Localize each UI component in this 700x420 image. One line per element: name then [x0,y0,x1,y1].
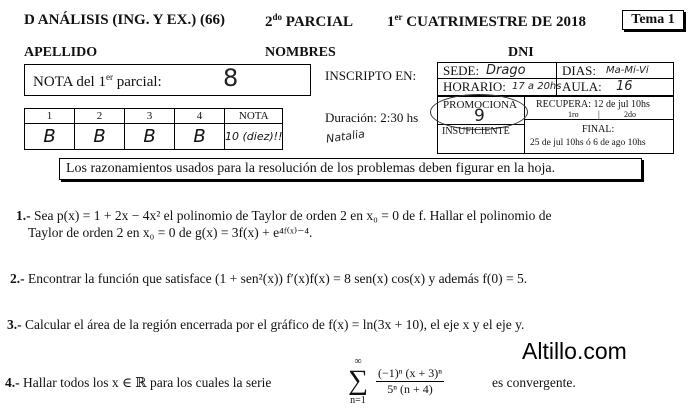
resultado-box [437,96,674,154]
question-4-number: 4.- [5,375,20,390]
sede-value: Drago [486,63,526,78]
question-1-line-1: Sea p(x) = 1 + 2x − 4x² el polinomio de Taylor de orden 2 en x₀ = 0 de f. Hallar el polinomio de [34,208,552,223]
watermark: Altillo.com [522,338,627,364]
question-1 [16,207,696,241]
inscripto-label: INSCRIPTO EN: [325,68,417,83]
recupera-separator: | [598,109,600,119]
question-1-number: 1.- [16,208,31,223]
exam-word: PARCIAL [285,14,353,30]
grade-header-4: 4 [175,109,225,124]
term-number-suffix: er [394,12,403,22]
nota-label-sup: er [105,72,113,82]
question-2 [10,270,696,287]
grades-header-row [25,109,283,124]
term-title [387,12,586,31]
question-3 [7,316,697,333]
grade-value-nota: 10 (diez)!! [225,124,283,150]
question-2-number: 2.- [10,271,25,286]
promociona-label: PROMOCIONA [443,99,517,111]
series-term-fraction [376,366,444,397]
aula-label: AULA: [562,79,602,94]
series-sum [346,357,370,407]
exam-number-suffix: do [272,12,283,22]
resultado-divider-right [524,119,673,120]
recupera-1: 1ro [568,110,579,119]
grade-header-2: 2 [75,109,125,124]
tema-box: Tema 1 [622,10,684,30]
sede-label: SEDE: [443,63,480,78]
nota-label-post: parcial: [112,74,162,90]
grade-header-3: 3 [125,109,175,124]
duracion-label: Duración: 2:30 hs [325,110,419,125]
question-4-post: es convergente. [492,375,576,390]
nota-label-pre: NOTA del 1 [33,74,106,90]
nota-primer-parcial-value: 8 [223,64,239,92]
nota-primer-parcial-box [24,64,311,96]
insuficiente-label: INSUFICIENTE [442,126,510,137]
exam-number: 2 [265,14,273,30]
notice-box: Los razonamientos usados para la resolución de los problemas deben figurar en la hoja. [59,158,642,180]
grade-value-1: B [25,124,75,150]
sum-symbol: ∑ [348,365,368,396]
question-4-pre: Hallar todos los x ∈ ℝ para los cuales la serie [23,375,272,390]
question-4 [5,374,271,391]
signature: Natalia [325,127,366,146]
course-title: D ANÁLISIS (ING. Y EX.) (66) [24,12,225,28]
nombres-label: NOMBRES [265,45,336,60]
question-3-text: Calcular el área de la región encerrada por el gráfico de f(x) = ln(3x + 10), el eje x y el eje y. [25,317,525,332]
apellido-label: APELLIDO [24,45,98,60]
grade-header-nota: NOTA [225,109,283,124]
grade-value-4: B [175,124,225,150]
recupera-label: RECUPERA: 12 de jul 10hs [536,99,650,110]
grades-value-row [25,124,283,150]
final-dates: 25 de jul 10hs ó 6 de ago 10hs [530,138,646,148]
term-number: 1 [387,14,395,30]
sum-upper-limit: ∞ [354,356,362,367]
series-denominator: 5ⁿ (n + 4) [387,382,433,396]
question-3-number: 3.- [7,317,22,332]
term-text: CUATRIMESTRE DE 2018 [406,14,586,30]
question-2-text: Encontrar la función que satisface (1 + sen²(x)) f′(x)f(x) = 8 sen(x) cos(x) y además f(0) = 5. [28,271,528,286]
dni-label: DNI [508,45,534,60]
grade-header-1: 1 [25,109,75,124]
aula-value: 16 [616,79,633,94]
grade-value-2: B [75,124,125,150]
promociona-value: 9 [474,106,485,126]
series-numerator: (−1)ⁿ (x + 3)ⁿ [378,366,443,380]
grades-table [24,108,283,150]
recupera-2: 2do [624,110,636,119]
sum-lower-limit: n=1 [350,395,366,406]
dias-value: Ma-Mi-Vi [606,65,649,76]
final-label: FINAL: [582,124,615,135]
question-1-line-2: Taylor de orden 2 en x₀ = 0 de g(x) = 3f(x) + e⁴ᶠ⁽ˣ⁾⁻⁴. [28,225,313,240]
nota-primer-parcial-label [33,72,162,91]
dias-label: DIAS: [562,63,596,78]
exam-title [265,12,353,31]
horario-label: HORARIO: [443,79,506,94]
inscripcion-box [437,62,674,96]
horario-value: 17 a 20hs [512,81,562,92]
grade-value-3: B [125,124,175,150]
